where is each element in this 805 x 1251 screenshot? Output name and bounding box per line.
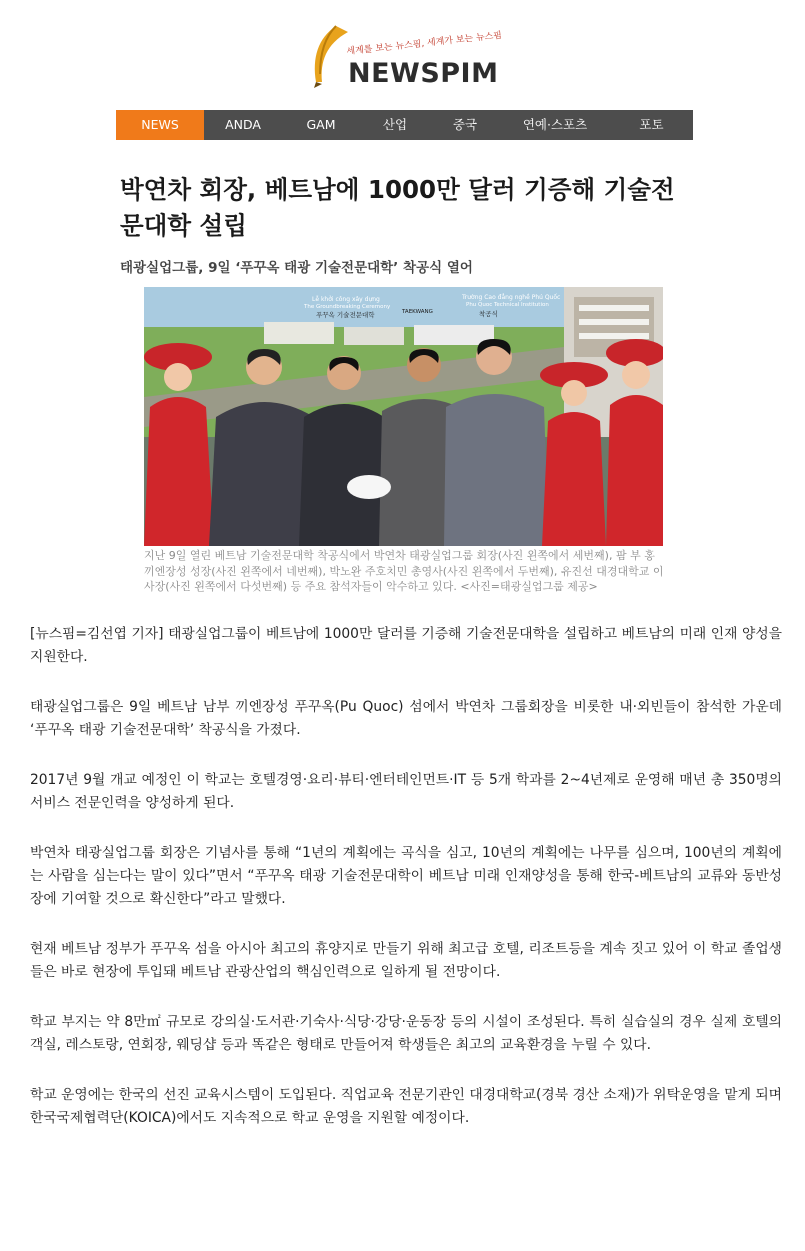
article-paragraph: 태광실업그룹은 9일 베트남 남부 끼엔장성 푸꾸옥(Pu Quoc) 섬에서 박연차 그룹회장을 비롯한 내·외빈들이 참석한 가운데 ‘푸꾸옥 태광 기술전문대학’ 착공식을 가졌다. (30, 699, 782, 738)
ceremony-photo-illustration (144, 287, 663, 546)
article-paragraph: 박연차 태광실업그룹 회장은 기념사를 통해 “1년의 계획에는 곡식을 심고, 10년의 계획에는 나무를 심으며, 100년의 계획에는 사람을 심는다는 말이 있다”면서 “푸꾸옥 태광 기술전문대학이 베트남 미래 인재양성을 통해 한국-베트남의 교류와 동반성장에 기여할 것으로 확신한다”라고 말했다. (30, 845, 782, 907)
article-photo (144, 287, 663, 546)
photo-caption: 지난 9일 열린 베트남 기술전문대학 착공식에서 박연차 태광실업그룹 회장(사진 왼쪽에서 세번째), 팜 부 홍 끼엔장성 성장(사진 왼쪽에서 네번째), 박노완 주호치민 총영사(사진 왼쪽에서 두번째), 유진선 대경대학교 이사장(사진 왼쪽에서 다섯번째) 등 주요 참석자들이 악수하고 있다. <사진=태광실업그룹 제공> (144, 549, 664, 593)
nav-item-gam[interactable]: GAM (306, 117, 336, 132)
article-body (30, 623, 782, 1157)
article-paragraph: 2017년 9월 개교 예정인 이 학교는 호텔경영·요리·뷰티·엔터테인먼트·IT 등 5개 학과를 2~4년제로 운영해 매년 총 350명의 서비스 전문인력을 양성하게 된다. (30, 772, 782, 811)
newspim-logo[interactable] (300, 22, 503, 94)
logo-tagline: 세계를 보는 뉴스핌, 세계가 보는 뉴스핌 (346, 30, 503, 58)
nav-item-photo[interactable]: 포토 (639, 117, 664, 132)
article-paragraph: 학교 운영에는 한국의 선진 교육시스템이 도입된다. 직업교육 전문기관인 대경대학교(경북 경산 소재)가 위탁운영을 맡게 되며 한국국제협력단(KOICA)에서도 지속적으로 학교 운영을 지원할 예정이다. (30, 1087, 782, 1126)
sign-right-title: Trường Cao đẳng nghề Phú Quốc (462, 294, 561, 301)
nav-item-anda[interactable]: ANDA (225, 117, 261, 132)
sign-right-kr: 착공식 (479, 310, 498, 318)
sign-right-sub: Phu Quoc Technical Institution (466, 302, 549, 308)
nav-item-industry[interactable]: 산업 (382, 117, 408, 132)
headline-line-1: 박연차 회장, 베트남에 1000만 달러 기증해 기술전 (120, 175, 675, 204)
headline-line-2: 문대학 설립 (120, 211, 247, 240)
article-paragraph: 학교 부지는 약 8만㎡ 규모로 강의실·도서관·기숙사·식당·강당·운동장 등의 시설이 조성된다. 특히 실습실의 경우 실제 호텔의 객실, 레스토랑, 연회장, 웨딩샵 등과 똑같은 형태로 만들어져 학생들은 최고의 교육환경을 누릴 수 있다. (30, 1014, 782, 1053)
sign-left-sub: The Groundbreaking Ceremony (304, 304, 391, 310)
article-headline (120, 172, 720, 244)
logo-wordmark: NEWSPIM (348, 58, 499, 89)
sign-center-brand: TAEKWANG (402, 309, 433, 315)
sign-left-title: Lễ khởi công xây dựng (312, 296, 380, 303)
main-navigation (116, 110, 693, 140)
article-paragraph: [뉴스핌=김선엽 기자] 태광실업그룹이 베트남에 1000만 달러를 기증해 기술전문대학을 설립하고 베트남의 미래 인재 양성을 지원한다. (30, 626, 782, 665)
nav-item-entertainment-sports[interactable]: 연예·스포츠 (522, 117, 588, 132)
sign-left-kr: 푸꾸옥 기술전문대학 (316, 311, 375, 319)
article-paragraph: 현재 베트남 정부가 푸꾸옥 섬을 아시아 최고의 휴양지로 만들기 위해 최고급 호텔, 리조트등을 계속 짓고 있어 이 학교 졸업생들은 바로 현장에 투입돼 베트남 관광산업의 핵심인력으로 일하게 될 전망이다. (30, 941, 782, 980)
nav-item-news[interactable]: NEWS (116, 110, 204, 140)
nav-item-china[interactable]: 중국 (452, 117, 478, 132)
article-subheadline: 태광실업그룹, 9일 ‘푸꾸옥 태광 기술전문대학’ 착공식 열어 (120, 260, 473, 276)
